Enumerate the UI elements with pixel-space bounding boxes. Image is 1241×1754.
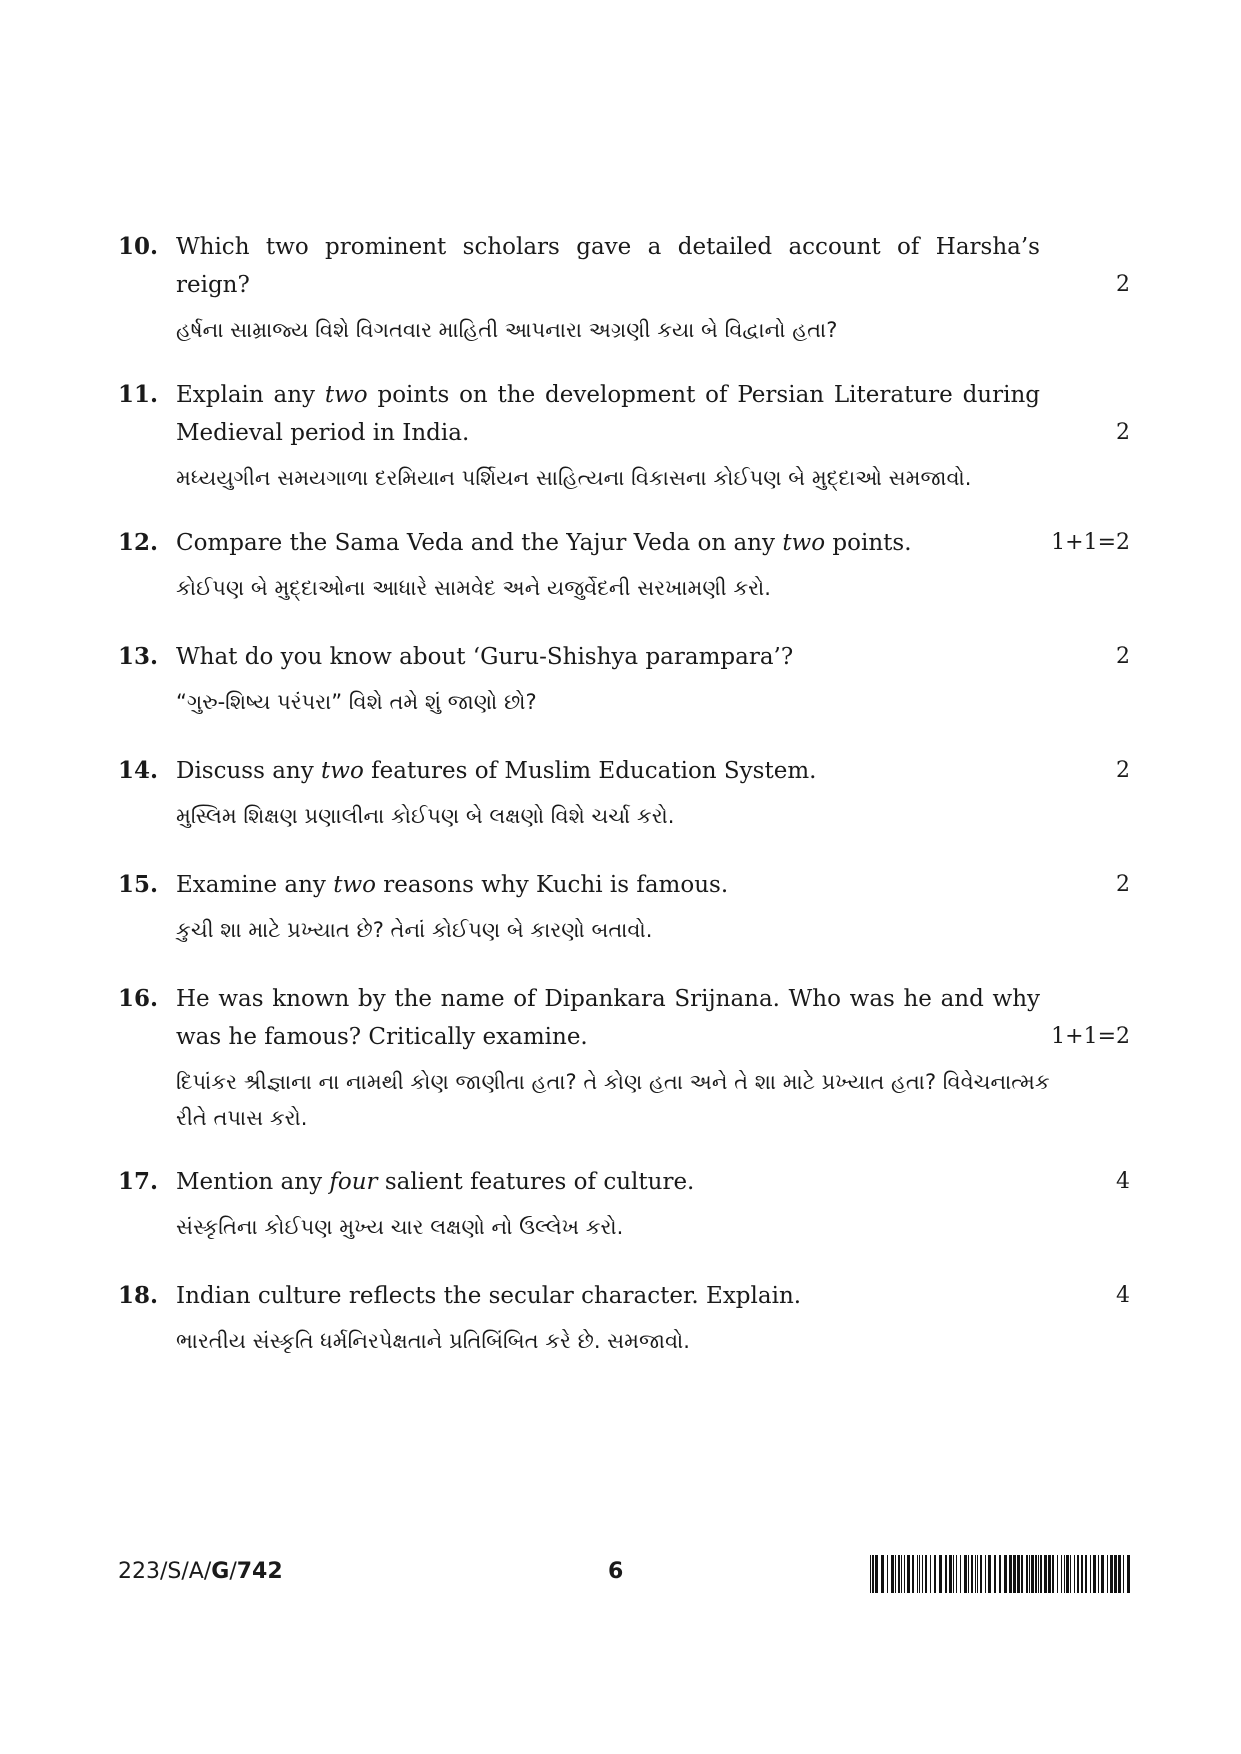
barcode-bar — [956, 1555, 957, 1593]
page-number: 6 — [608, 1559, 624, 1584]
barcode-bar — [1044, 1555, 1047, 1593]
gujarati-translation: ભારતીય સંસ્કૃતિ ધર્મનિરપેક્ષતાને પ્રતિબિંબિત કરે છે. સમજાવો. — [176, 1329, 690, 1353]
barcode-bar — [980, 1555, 982, 1593]
question-16 — [118, 980, 1130, 1136]
barcode-bar — [934, 1555, 936, 1593]
question-12 — [118, 524, 1130, 606]
barcode-bar — [1029, 1555, 1030, 1593]
barcode-bar — [1048, 1555, 1051, 1593]
barcode-bar — [898, 1555, 900, 1593]
barcode-bar — [1061, 1555, 1062, 1593]
barcode-bar — [1074, 1555, 1075, 1593]
barcode-bar — [1052, 1555, 1054, 1593]
question-text: Which two prominent scholars gave a detailed account of Harsha’s — [176, 234, 1040, 260]
barcode-bar — [917, 1555, 918, 1593]
page-footer — [118, 1555, 1130, 1595]
marks: 2 — [1116, 272, 1130, 297]
gujarati-translation: મુસ્લિમ શિક્ષણ પ્રણાલીના કોઈપણ બે લક્ષણો વિશે ચર્ચા કરો. — [176, 804, 675, 828]
question-number: 17. — [118, 1168, 159, 1195]
marks: 2 — [1116, 644, 1130, 669]
barcode-bar — [945, 1555, 947, 1593]
barcode-bar — [1031, 1555, 1034, 1593]
marks: 2 — [1116, 420, 1130, 445]
barcode-bar — [1035, 1555, 1037, 1593]
barcode-bar — [891, 1555, 894, 1593]
question-10 — [118, 228, 1130, 348]
barcode-bar — [922, 1555, 923, 1593]
barcode-bar — [1017, 1555, 1020, 1593]
question-text: Indian culture reflects the secular character. Explain. — [176, 1283, 802, 1309]
question-number: 16. — [118, 985, 159, 1012]
paper-code: 223/S/A/G/742 — [118, 1559, 283, 1584]
question-number: 14. — [118, 757, 159, 784]
barcode-bar — [1066, 1555, 1069, 1593]
barcode-bar — [949, 1555, 952, 1593]
question-text: Compare the Sama Veda and the Yajur Veda on any two points. — [176, 530, 912, 556]
barcode-bar — [912, 1555, 914, 1593]
barcode-bar — [1021, 1555, 1023, 1593]
barcode-bar — [999, 1555, 1001, 1593]
question-number: 12. — [118, 529, 159, 556]
barcode-bar — [1107, 1555, 1108, 1593]
barcode-bar — [1085, 1555, 1087, 1593]
barcode-bar — [907, 1555, 910, 1593]
gujarati-translation: કુચી શા માટે પ્રખ્યાત છે? તેનાં કોઈપણ બે કારણો બતાવો. — [176, 918, 653, 942]
barcode-bar — [964, 1555, 967, 1593]
gujarati-translation: કોઈપણ બે મુદ્દાઓના આધારે સામવેદ અને યજુર્વેદની સરખામણી કરો. — [176, 576, 771, 600]
question-text: Examine any two reasons why Kuchi is famous. — [176, 872, 729, 898]
barcode-bar — [887, 1555, 888, 1593]
question-text: He was known by the name of Dipankara Srijnana. Who was he and why — [176, 986, 1040, 1012]
question-number: 18. — [118, 1282, 159, 1309]
question-text: Explain any two points on the development of Persian Literature during — [176, 382, 1040, 408]
barcode-icon — [870, 1555, 1130, 1593]
question-text: Discuss any two features of Muslim Education System. — [176, 758, 817, 784]
question-text: Mention any four salient features of culture. — [176, 1169, 695, 1195]
barcode-bar — [1123, 1555, 1124, 1593]
marks: 1+1=2 — [1051, 530, 1130, 555]
barcode-bar — [930, 1555, 931, 1593]
question-14 — [118, 752, 1130, 834]
barcode-bar — [953, 1555, 954, 1593]
question-number: 15. — [118, 871, 159, 898]
barcode-bar — [968, 1555, 969, 1593]
barcode-bar — [870, 1555, 871, 1593]
barcode-bar — [919, 1555, 920, 1593]
barcode-bar — [939, 1555, 942, 1593]
question-text-cont: Medieval period in India. — [176, 420, 470, 446]
barcode-bar — [895, 1555, 896, 1593]
barcode-bar — [985, 1555, 986, 1593]
barcode-bar — [872, 1555, 874, 1593]
barcode-bar — [1098, 1555, 1099, 1593]
barcode-bar — [1057, 1555, 1058, 1593]
question-text-cont: was he famous? Critically examine. — [176, 1024, 588, 1050]
barcode-bar — [975, 1555, 976, 1593]
barcode-bar — [901, 1555, 902, 1593]
barcode-bar — [1070, 1555, 1071, 1593]
barcode-bar — [1110, 1555, 1113, 1593]
barcode-bar — [960, 1555, 961, 1593]
barcode-bar — [1077, 1555, 1079, 1593]
barcode-bar — [1004, 1555, 1007, 1593]
gujarati-translation: સંસ્કૃતિના કોઈપણ મુખ્ય ચાર લક્ષણો નો ઉલ્લેખ કરો. — [176, 1215, 624, 1239]
barcode-bar — [1026, 1555, 1028, 1593]
question-number: 10. — [118, 233, 159, 260]
marks: 1+1=2 — [1051, 1024, 1130, 1049]
barcode-bar — [925, 1555, 927, 1593]
marks: 4 — [1116, 1283, 1130, 1308]
gujarati-translation: દિપાંકર શ્રીજ્ઞાના ના નામથી કોણ જાણીતા હતા? તે કોણ હતા અને તે શા માટે પ્રખ્યાત હતા? વિવેચનાત્મક રીતે તપાસ કરો. — [176, 1070, 1050, 1130]
question-11 — [118, 376, 1130, 496]
barcode-bar — [1127, 1555, 1130, 1593]
barcode-bar — [1090, 1555, 1091, 1593]
barcode-bar — [1064, 1555, 1065, 1593]
barcode-bar — [1093, 1555, 1096, 1593]
question-text-cont: reign? — [176, 272, 250, 298]
question-18 — [118, 1277, 1130, 1359]
barcode-bar — [1081, 1555, 1083, 1593]
question-13 — [118, 638, 1130, 720]
gujarati-translation: “ગુરુ-શિષ્ય પરંપરા” વિશે તમે શું જાણો છો? — [176, 690, 537, 714]
barcode-bar — [875, 1555, 878, 1593]
barcode-bar — [971, 1555, 973, 1593]
barcode-bar — [994, 1555, 996, 1593]
barcode-bar — [1114, 1555, 1117, 1593]
gujarati-translation: હર્ષના સામ્રાજ્ય વિશે વિગતવાર માહિતી આપનારા અગ્રણી કયા બે વિદ્વાનો હતા? — [176, 318, 838, 342]
question-15 — [118, 866, 1130, 948]
question-number: 11. — [118, 381, 159, 408]
question-text: What do you know about ‘Guru-Shishya parampara’? — [176, 644, 794, 670]
question-number: 13. — [118, 643, 159, 670]
barcode-bar — [977, 1555, 978, 1593]
marks: 4 — [1116, 1169, 1130, 1194]
barcode-bar — [904, 1555, 905, 1593]
barcode-bar — [1013, 1555, 1016, 1593]
gujarati-translation: મધ્યયુગીન સમયગાળા દરમિયાન પર્શિયન સાહિત્યના વિકાસના કોઈપણ બે મુદ્દાઓ સમજાવો. — [176, 466, 972, 490]
barcode-bar — [1038, 1555, 1039, 1593]
barcode-bar — [988, 1555, 991, 1593]
marks: 2 — [1116, 758, 1130, 783]
barcode-bar — [1118, 1555, 1121, 1593]
barcode-bar — [1009, 1555, 1012, 1593]
barcode-bar — [1101, 1555, 1104, 1593]
barcode-bar — [881, 1555, 884, 1593]
barcode-bar — [1040, 1555, 1042, 1593]
question-17 — [118, 1163, 1130, 1245]
marks: 2 — [1116, 872, 1130, 897]
